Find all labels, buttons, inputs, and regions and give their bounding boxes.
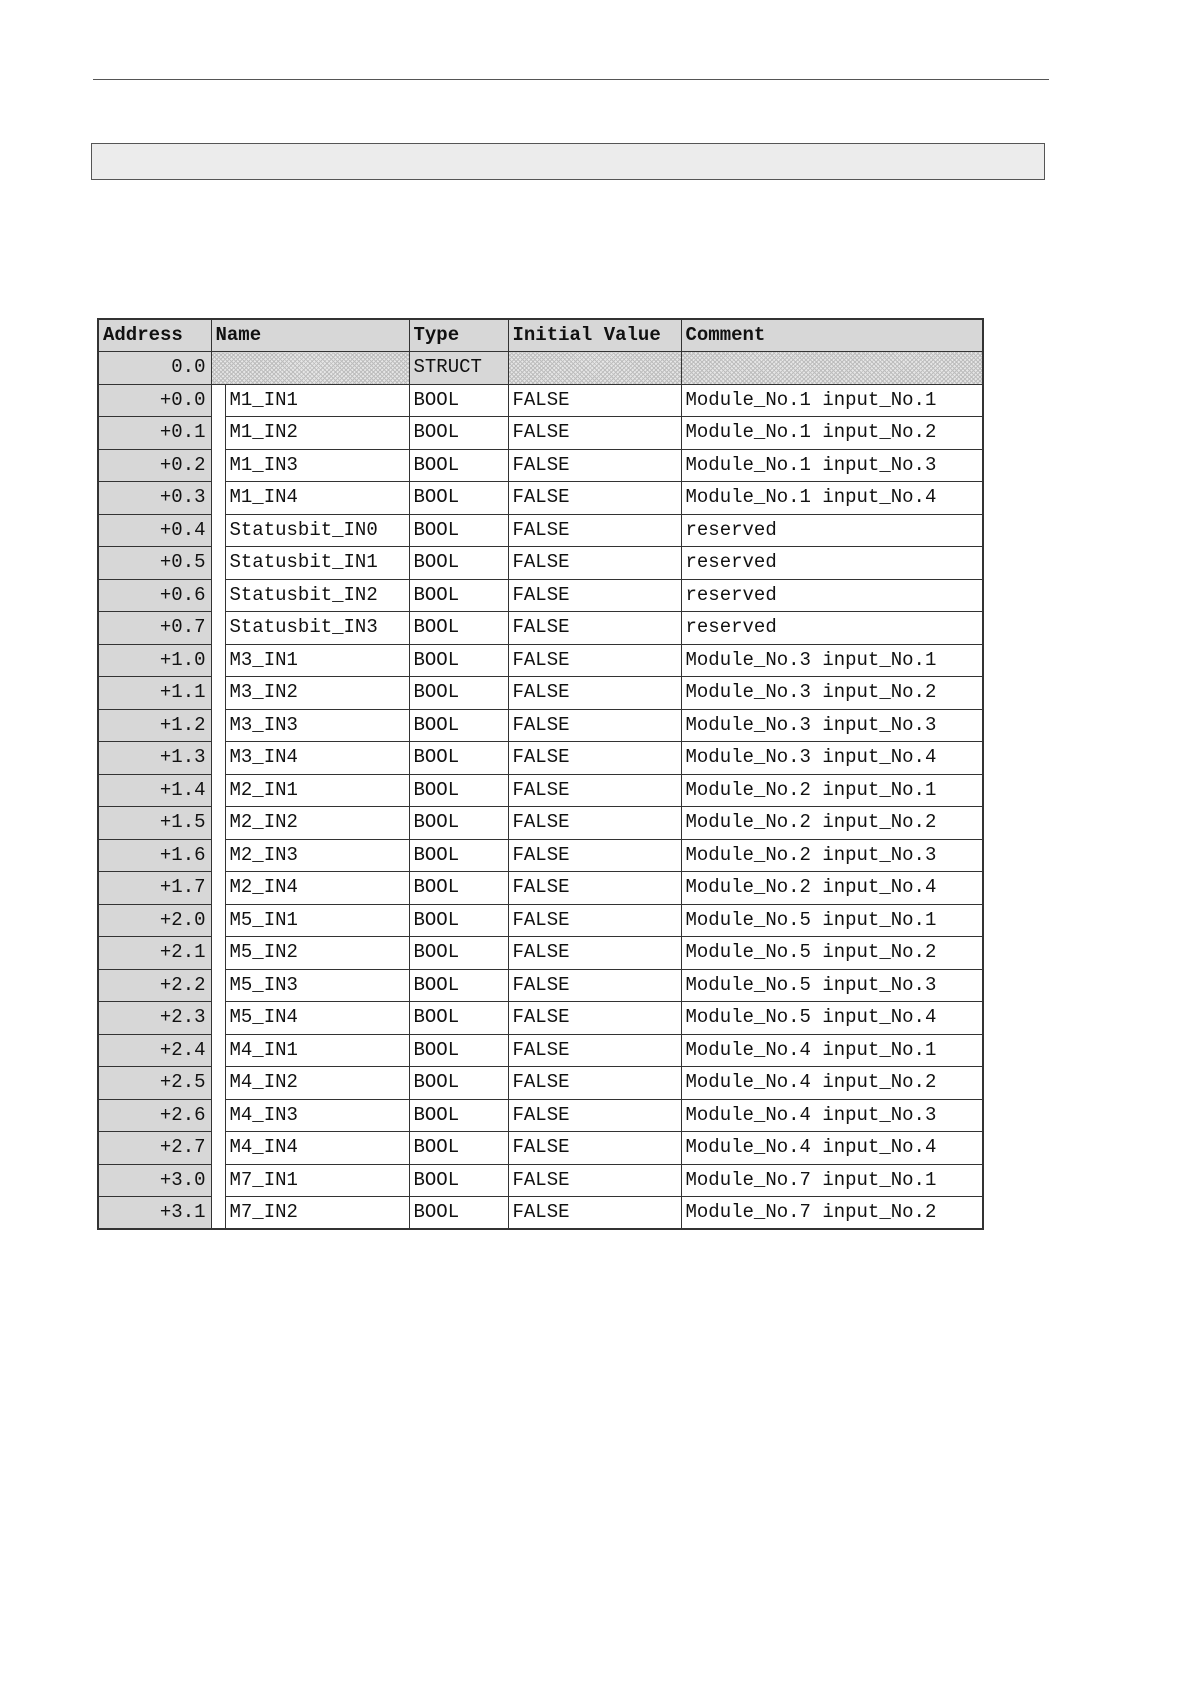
comment-cell: reserved [681,547,983,580]
table-row [98,514,983,547]
address-cell: +0.0 [98,384,211,417]
initial-value-cell-hatched [508,352,681,385]
initial-value-cell: FALSE [508,644,681,677]
initial-value-cell: FALSE [508,1002,681,1035]
name-cell: M2_IN2 [225,807,409,840]
table-row [98,384,983,417]
initial-value-cell: FALSE [508,709,681,742]
indent-spacer [211,482,225,515]
initial-value-cell: FALSE [508,872,681,905]
name-cell: M3_IN1 [225,644,409,677]
indent-spacer [211,969,225,1002]
comment-cell: Module_No.2 input_No.3 [681,839,983,872]
address-cell: +2.4 [98,1034,211,1067]
address-cell: 0.0 [98,352,211,385]
type-cell: BOOL [409,384,508,417]
name-cell: M7_IN2 [225,1197,409,1230]
comment-cell: Module_No.5 input_No.1 [681,904,983,937]
type-cell: BOOL [409,677,508,710]
section-title-bar [91,143,1045,180]
address-cell: +1.6 [98,839,211,872]
column-header-name: Name [211,319,409,352]
name-cell: M5_IN3 [225,969,409,1002]
indent-spacer [211,449,225,482]
table-row [98,1099,983,1132]
table-row [98,547,983,580]
type-cell: BOOL [409,579,508,612]
table-row [98,1034,983,1067]
struct-row [98,352,983,385]
indent-spacer [211,1132,225,1165]
indent-spacer [211,1067,225,1100]
initial-value-cell: FALSE [508,417,681,450]
address-cell: +0.3 [98,482,211,515]
name-cell: M4_IN4 [225,1132,409,1165]
address-cell: +2.7 [98,1132,211,1165]
type-cell: BOOL [409,1164,508,1197]
comment-cell: Module_No.5 input_No.3 [681,969,983,1002]
indent-spacer [211,904,225,937]
comment-cell: Module_No.2 input_No.1 [681,774,983,807]
indent-spacer [211,644,225,677]
initial-value-cell: FALSE [508,482,681,515]
name-cell: Statusbit_IN0 [225,514,409,547]
name-cell: Statusbit_IN3 [225,612,409,645]
initial-value-cell: FALSE [508,807,681,840]
table-row [98,417,983,450]
address-cell: +1.1 [98,677,211,710]
table-row [98,774,983,807]
comment-cell: Module_No.7 input_No.1 [681,1164,983,1197]
name-cell: M1_IN4 [225,482,409,515]
address-cell: +0.7 [98,612,211,645]
initial-value-cell: FALSE [508,1067,681,1100]
indent-spacer [211,579,225,612]
initial-value-cell: FALSE [508,384,681,417]
name-cell: M1_IN2 [225,417,409,450]
column-header-address: Address [98,319,211,352]
table-row [98,709,983,742]
comment-cell: Module_No.4 input_No.3 [681,1099,983,1132]
table-row [98,1164,983,1197]
name-cell: Statusbit_IN1 [225,547,409,580]
comment-cell: Module_No.7 input_No.2 [681,1197,983,1230]
comment-cell: Module_No.3 input_No.1 [681,644,983,677]
indent-spacer [211,1197,225,1230]
indent-spacer [211,514,225,547]
name-cell: M4_IN1 [225,1034,409,1067]
type-cell: BOOL [409,742,508,775]
comment-cell: Module_No.4 input_No.2 [681,1067,983,1100]
address-cell: +1.5 [98,807,211,840]
comment-cell: Module_No.2 input_No.2 [681,807,983,840]
type-cell: BOOL [409,1132,508,1165]
address-cell: +1.7 [98,872,211,905]
table-row [98,1002,983,1035]
type-cell: BOOL [409,482,508,515]
type-cell: BOOL [409,937,508,970]
indent-spacer [211,839,225,872]
type-cell: BOOL [409,839,508,872]
address-cell: +1.0 [98,644,211,677]
indent-spacer [211,1002,225,1035]
comment-cell: Module_No.5 input_No.2 [681,937,983,970]
address-cell: +2.3 [98,1002,211,1035]
address-cell: +2.5 [98,1067,211,1100]
address-cell: +1.4 [98,774,211,807]
name-cell: M2_IN4 [225,872,409,905]
type-cell: BOOL [409,1034,508,1067]
table-row [98,937,983,970]
address-cell: +2.2 [98,969,211,1002]
indent-spacer [211,774,225,807]
comment-cell: reserved [681,612,983,645]
comment-cell: Module_No.2 input_No.4 [681,872,983,905]
name-cell-hatched [211,352,409,385]
type-cell: STRUCT [409,352,508,385]
table-row [98,872,983,905]
initial-value-cell: FALSE [508,1034,681,1067]
name-cell: M5_IN1 [225,904,409,937]
address-cell: +0.6 [98,579,211,612]
comment-cell: Module_No.4 input_No.1 [681,1034,983,1067]
header-rule [93,79,1049,80]
type-cell: BOOL [409,774,508,807]
table-row [98,677,983,710]
initial-value-cell: FALSE [508,839,681,872]
comment-cell: reserved [681,579,983,612]
name-cell: M4_IN3 [225,1099,409,1132]
data-block-table-container [97,318,984,1230]
address-cell: +3.1 [98,1197,211,1230]
initial-value-cell: FALSE [508,547,681,580]
column-header-type: Type [409,319,508,352]
table-row [98,449,983,482]
table-row [98,612,983,645]
initial-value-cell: FALSE [508,1132,681,1165]
column-header-initial-value: Initial Value [508,319,681,352]
comment-cell: reserved [681,514,983,547]
initial-value-cell: FALSE [508,774,681,807]
initial-value-cell: FALSE [508,1099,681,1132]
type-cell: BOOL [409,612,508,645]
initial-value-cell: FALSE [508,937,681,970]
address-cell: +2.0 [98,904,211,937]
name-cell: M3_IN4 [225,742,409,775]
type-cell: BOOL [409,1002,508,1035]
address-cell: +1.3 [98,742,211,775]
type-cell: BOOL [409,807,508,840]
indent-spacer [211,807,225,840]
table-body [98,352,983,1230]
address-cell: +0.2 [98,449,211,482]
table-header-row [98,319,983,352]
address-cell: +0.5 [98,547,211,580]
initial-value-cell: FALSE [508,677,681,710]
table-row [98,839,983,872]
address-cell: +2.1 [98,937,211,970]
comment-cell: Module_No.3 input_No.2 [681,677,983,710]
column-header-comment: Comment [681,319,983,352]
indent-spacer [211,872,225,905]
comment-cell: Module_No.4 input_No.4 [681,1132,983,1165]
table-row [98,579,983,612]
table-row [98,1067,983,1100]
comment-cell: Module_No.3 input_No.3 [681,709,983,742]
type-cell: BOOL [409,1099,508,1132]
type-cell: BOOL [409,644,508,677]
address-cell: +3.0 [98,1164,211,1197]
indent-spacer [211,417,225,450]
table-row [98,807,983,840]
name-cell: M2_IN1 [225,774,409,807]
table-row [98,969,983,1002]
indent-spacer [211,612,225,645]
type-cell: BOOL [409,449,508,482]
address-cell: +0.1 [98,417,211,450]
initial-value-cell: FALSE [508,742,681,775]
table-row [98,742,983,775]
name-cell: M1_IN3 [225,449,409,482]
initial-value-cell: FALSE [508,1197,681,1230]
table-row [98,644,983,677]
address-cell: +1.2 [98,709,211,742]
indent-spacer [211,1099,225,1132]
table-row [98,482,983,515]
comment-cell: Module_No.1 input_No.3 [681,449,983,482]
name-cell: Statusbit_IN2 [225,579,409,612]
indent-spacer [211,384,225,417]
type-cell: BOOL [409,1197,508,1230]
type-cell: BOOL [409,904,508,937]
initial-value-cell: FALSE [508,969,681,1002]
indent-spacer [211,742,225,775]
table-row [98,1132,983,1165]
comment-cell: Module_No.1 input_No.4 [681,482,983,515]
indent-spacer [211,1034,225,1067]
indent-spacer [211,547,225,580]
name-cell: M4_IN2 [225,1067,409,1100]
type-cell: BOOL [409,514,508,547]
indent-spacer [211,937,225,970]
initial-value-cell: FALSE [508,449,681,482]
name-cell: M5_IN2 [225,937,409,970]
name-cell: M1_IN1 [225,384,409,417]
table-row [98,904,983,937]
initial-value-cell: FALSE [508,904,681,937]
comment-cell: Module_No.5 input_No.4 [681,1002,983,1035]
type-cell: BOOL [409,417,508,450]
type-cell: BOOL [409,547,508,580]
initial-value-cell: FALSE [508,612,681,645]
initial-value-cell: FALSE [508,579,681,612]
initial-value-cell: FALSE [508,514,681,547]
comment-cell: Module_No.1 input_No.1 [681,384,983,417]
indent-spacer [211,709,225,742]
indent-spacer [211,1164,225,1197]
table-row [98,1197,983,1230]
name-cell: M2_IN3 [225,839,409,872]
comment-cell: Module_No.1 input_No.2 [681,417,983,450]
name-cell: M5_IN4 [225,1002,409,1035]
address-cell: +2.6 [98,1099,211,1132]
initial-value-cell: FALSE [508,1164,681,1197]
comment-cell: Module_No.3 input_No.4 [681,742,983,775]
address-cell: +0.4 [98,514,211,547]
type-cell: BOOL [409,1067,508,1100]
data-block-table [97,318,984,1230]
indent-spacer [211,677,225,710]
type-cell: BOOL [409,872,508,905]
name-cell: M3_IN3 [225,709,409,742]
type-cell: BOOL [409,709,508,742]
type-cell: BOOL [409,969,508,1002]
name-cell: M7_IN1 [225,1164,409,1197]
name-cell: M3_IN2 [225,677,409,710]
comment-cell-hatched [681,352,983,385]
